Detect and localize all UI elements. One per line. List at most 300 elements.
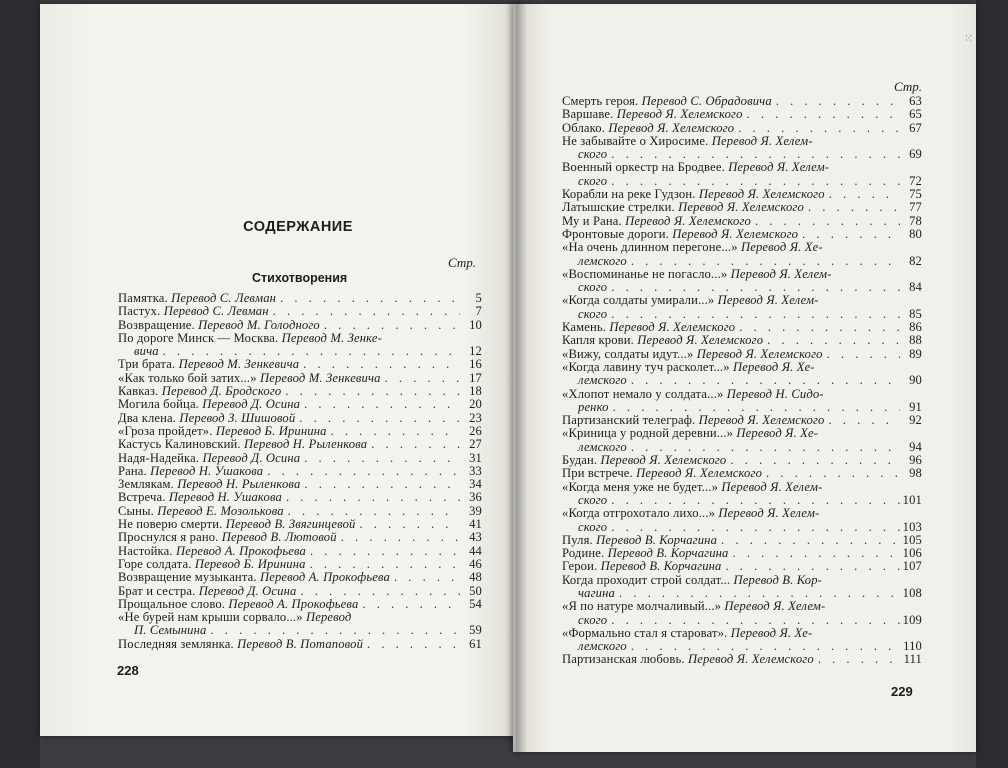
toc-entry	[118, 319, 482, 332]
entry-translator-cont: ского	[578, 147, 608, 162]
entry-title: Не поверю смерти.	[118, 517, 223, 532]
entry-translator: Перевод З. Шишовой	[179, 410, 296, 425]
entry-title: По дороге Минск — Москва.	[118, 330, 279, 345]
entry-page: 108	[902, 585, 922, 600]
entry-page: 34	[469, 477, 482, 492]
entry-title: Родине.	[562, 546, 605, 561]
entry-page: 67	[909, 120, 922, 135]
entry-translator-cont: ского	[578, 612, 608, 627]
entry-title: Надя-Надейка.	[118, 450, 200, 465]
entry-page: 63	[909, 94, 922, 108]
page-column-label-right: Стр.	[894, 79, 922, 94]
entry-title: Памятка.	[118, 291, 168, 305]
entry-translator-cont: лемского	[578, 253, 627, 268]
entry-title: Фронтовые дороги.	[562, 226, 669, 241]
entry-page: 92	[909, 413, 922, 428]
entry-title: Три брата.	[118, 357, 176, 372]
leader-dots	[300, 452, 460, 465]
leader-dots	[627, 441, 900, 454]
entry-page: 80	[909, 226, 922, 241]
leader-dots	[269, 305, 460, 318]
entry-page: 10	[469, 317, 482, 332]
leader-dots	[607, 521, 900, 534]
leader-dots	[306, 545, 460, 558]
entry-page: 23	[469, 410, 482, 425]
leader-dots	[300, 398, 460, 411]
entry-translator-cont: лемского	[578, 373, 627, 388]
entry-translator: Перевод В. Корчагина	[596, 532, 718, 547]
entry-translator: Перевод С. Обрадовича	[641, 94, 772, 108]
leader-dots	[306, 558, 460, 571]
entry-translator: Перевод В. Кор-	[733, 572, 822, 587]
entry-page: 54	[469, 596, 482, 611]
entry-translator-cont: ского	[578, 280, 608, 295]
toc-entry	[118, 478, 482, 491]
entry-translator: Перевод Я. Хелемского	[678, 200, 804, 215]
entry-translator: Перевод В. Корчагина	[600, 559, 722, 574]
entry-translator: Перевод Я. Хелемского	[696, 346, 823, 361]
entry-translator: Перевод Д. Осина	[198, 583, 297, 598]
entry-translator: Перевод М. Зенкевича	[178, 357, 300, 372]
toc-entry	[118, 425, 482, 438]
entry-title: Военный оркестр на Бродвее.	[562, 160, 725, 175]
toc-entry	[118, 412, 482, 425]
leader-dots	[607, 494, 900, 507]
entry-title: «Формально стал я староват».	[562, 625, 728, 640]
leader-dots	[282, 491, 460, 504]
entry-translator: Перевод Я. Хе-	[732, 359, 815, 374]
leader-dots	[281, 385, 460, 398]
toc-entry	[562, 122, 922, 135]
entry-translator-cont: вича	[134, 344, 159, 359]
entry-page: 50	[469, 583, 482, 598]
toc-entry	[562, 467, 922, 480]
book-gutter	[505, 4, 527, 752]
toc-entry	[562, 627, 922, 654]
leader-dots	[284, 505, 460, 518]
leader-dots	[627, 640, 900, 653]
entry-title: Камень.	[562, 320, 607, 335]
page-number-left: 228	[117, 663, 139, 678]
toc-entry	[562, 560, 922, 573]
entry-translator: Перевод Я. Хелемского	[637, 333, 764, 348]
leader-dots	[735, 321, 900, 334]
toc-entry	[118, 505, 482, 518]
entry-page: 18	[469, 384, 482, 399]
entry-title: Два клена.	[118, 410, 177, 425]
entry-page: 89	[909, 346, 922, 361]
leader-dots	[358, 598, 460, 611]
entry-title: Герои.	[562, 559, 598, 574]
entry-page: 48	[469, 570, 482, 585]
binding-mark-icon: ⁙	[964, 33, 974, 45]
entry-page: 88	[909, 333, 922, 348]
entry-translator: Перевод А. Прокофьева	[228, 596, 359, 611]
entry-page: 27	[469, 437, 482, 452]
leader-dots	[726, 454, 900, 467]
leader-dots	[762, 467, 900, 480]
toc-entry	[118, 518, 482, 531]
entry-page: 43	[469, 530, 482, 545]
toc-entry	[118, 372, 482, 385]
toc-entry	[118, 531, 482, 544]
entry-page: 103	[902, 519, 922, 534]
entry-translator: Перевод Н. Рыленкова	[244, 437, 368, 452]
toc-entry	[562, 574, 922, 601]
entry-title: Землякам.	[118, 477, 174, 492]
entry-translator: Перевод Я. Хелем-	[711, 133, 813, 148]
leader-dots	[615, 587, 900, 600]
book-cover-edge-left	[0, 0, 40, 768]
entry-page: 90	[909, 373, 922, 388]
entry-title: Кавказ.	[118, 384, 159, 399]
entry-title: «Гроза пройдет».	[118, 423, 213, 438]
leader-dots	[363, 638, 460, 651]
toc-entry	[562, 388, 922, 415]
entry-translator: Перевод Я. Хелемского	[698, 413, 825, 428]
toc-entry	[562, 241, 922, 268]
leader-dots	[381, 372, 460, 385]
entry-page: 69	[909, 147, 922, 162]
leader-dots	[367, 438, 460, 451]
entry-translator: Перевод М. Зенке-	[281, 330, 382, 345]
leader-dots	[772, 95, 900, 108]
entry-page: 46	[469, 556, 482, 571]
leader-dots	[609, 401, 900, 414]
entry-page: 106	[902, 546, 922, 561]
leader-dots	[743, 108, 900, 121]
entry-title: «Когда солдаты умирали...»	[562, 293, 715, 308]
entry-translator: Перевод Я. Хелем-	[721, 479, 823, 494]
entry-page: 59	[469, 623, 482, 638]
entry-page: 110	[903, 639, 922, 654]
page-column-label-left: Стр.	[448, 255, 476, 270]
toc-entry	[562, 348, 922, 361]
entry-translator-cont: лемского	[578, 439, 627, 454]
leader-dots	[320, 319, 460, 332]
entry-title: Горе солдата.	[118, 556, 192, 571]
toc-entry	[562, 215, 922, 228]
entry-translator: Перевод Я. Хе-	[741, 240, 823, 255]
leader-dots	[722, 560, 901, 573]
entry-title: «Криница у родной деревни...»	[562, 426, 734, 441]
entry-translator: Перевод Я. Хе-	[736, 426, 819, 441]
entry-translator: Перевод Я. Хелем-	[728, 160, 830, 175]
leader-dots	[607, 614, 900, 627]
entry-translator-cont: лемского	[578, 639, 627, 654]
leader-dots	[814, 653, 900, 666]
leader-dots	[299, 358, 460, 371]
entry-translator-cont: ского	[578, 492, 608, 507]
entry-title: При встрече.	[562, 466, 633, 481]
entry-title: Встреча.	[118, 490, 166, 505]
entry-page: 41	[469, 517, 482, 532]
leader-dots	[823, 348, 900, 361]
entry-title: Будан.	[562, 453, 598, 468]
toc-entry	[562, 161, 922, 188]
entry-translator: Перевод Я. Хе-	[730, 625, 813, 640]
leader-dots	[763, 334, 900, 347]
entry-title: Брат и сестра.	[118, 583, 196, 598]
entry-translator: Перевод Я. Хелемского	[625, 213, 751, 228]
entry-page: 85	[909, 306, 922, 321]
toc-entry	[118, 292, 482, 305]
entry-translator: Перевод Я. Хелемского	[608, 120, 735, 135]
leader-dots	[607, 308, 900, 321]
page-number-right: 229	[891, 684, 913, 699]
entry-title: Му и Рана.	[562, 213, 622, 228]
toc-entry	[118, 545, 482, 558]
entry-title: «Когда меня уже не будет...»	[562, 479, 719, 494]
entry-translator: Перевод Д. Осина	[202, 397, 301, 412]
toc-entry	[562, 507, 922, 534]
leader-dots	[607, 148, 900, 161]
toc-entry	[562, 361, 922, 388]
entry-translator: Перевод Я. Хелемского	[616, 107, 743, 122]
toc-entry	[562, 334, 922, 347]
section-heading: Стихотворения	[252, 271, 348, 285]
entry-translator: Перевод Н. Рыленкова	[177, 477, 301, 492]
entry-translator-cont: чагина	[578, 585, 615, 600]
entry-page: 84	[909, 280, 922, 295]
entry-title: Настойка.	[118, 543, 173, 558]
entry-page: 17	[469, 370, 482, 385]
entry-title: Рана.	[118, 463, 147, 478]
entry-page: 82	[909, 253, 922, 268]
entry-translator: Перевод В. Звягинцевой	[225, 517, 356, 532]
entry-translator-cont: ского	[578, 519, 608, 534]
toc-entry	[118, 398, 482, 411]
entry-translator: Перевод Я. Хелемского	[687, 652, 814, 667]
toc-entry	[118, 611, 482, 638]
entry-translator: Перевод Я. Хелемского	[609, 320, 736, 335]
entry-title: «Я по натуре молчаливый...»	[562, 599, 722, 614]
entry-translator: Перевод Н. Ушакова	[168, 490, 282, 505]
toc-entry	[562, 414, 922, 427]
toc-entry	[118, 452, 482, 465]
entry-title: Могила бойца.	[118, 397, 199, 412]
entry-translator: Перевод Д. Осина	[202, 450, 301, 465]
toc-entry	[562, 108, 922, 121]
entry-page: 91	[909, 399, 922, 414]
toc-entry	[562, 653, 922, 666]
toc-entry	[118, 305, 482, 318]
entry-title: «Хлопот немало у солдата...»	[562, 386, 724, 401]
entry-translator: Перевод Я. Хелемского	[636, 466, 763, 481]
leader-dots	[300, 478, 460, 491]
entry-translator: Перевод А. Прокофьева	[175, 543, 306, 558]
toc-entry	[562, 95, 922, 108]
entry-translator: Перевод Б. Иринина	[215, 423, 327, 438]
entry-translator: Перевод В. Корчагина	[607, 546, 729, 561]
entry-translator: Перевод Е. Мозолькова	[157, 503, 284, 518]
entry-page: 75	[909, 187, 922, 202]
entry-title: Облако.	[562, 120, 606, 135]
toc-entry	[118, 585, 482, 598]
entry-title: Пуля.	[562, 532, 593, 547]
entry-page: 5	[475, 291, 482, 305]
toc-entry	[562, 228, 922, 241]
leader-dots	[804, 201, 900, 214]
entry-page: 61	[469, 636, 482, 651]
entry-title: Латышские стрелки.	[562, 200, 675, 215]
book-cover-edge-right	[976, 0, 1008, 768]
toc-entry	[562, 427, 922, 454]
toc-entry	[118, 332, 482, 359]
entry-page: 72	[909, 173, 922, 188]
entry-title: Кастусь Калиновский.	[118, 437, 241, 452]
entry-title: «Не бурей нам крыши сорвало...»	[118, 610, 303, 625]
entry-page: 33	[469, 463, 482, 478]
toc-entry	[562, 534, 922, 547]
entry-page: 111	[903, 652, 922, 667]
leader-dots	[627, 374, 900, 387]
entry-page: 107	[902, 559, 922, 574]
entry-translator-cont: П. Семынина	[134, 623, 207, 638]
entry-translator: Перевод С. Левман	[163, 304, 269, 319]
toc-entry	[562, 321, 922, 334]
toc-entry	[562, 454, 922, 467]
toc-entry	[562, 547, 922, 560]
leader-dots	[276, 292, 460, 305]
entry-translator: Перевод Я. Хелем-	[718, 506, 820, 521]
entry-page: 12	[469, 344, 482, 359]
entry-page: 77	[909, 200, 922, 215]
entry-title: Возвращение.	[118, 317, 195, 332]
entry-translator: Перевод М. Зенкевича	[259, 370, 381, 385]
toc-entry	[118, 598, 482, 611]
toc-entry	[562, 600, 922, 627]
entry-title: Проснулся я рано.	[118, 530, 219, 545]
toc-entry	[562, 201, 922, 214]
toc-entry	[118, 358, 482, 371]
entry-translator: Перевод Н. Сидо-	[726, 386, 824, 401]
toc-list-left	[118, 292, 482, 651]
toc-entry	[118, 491, 482, 504]
entry-title: Партизанская любовь.	[562, 652, 685, 667]
entry-page: 78	[909, 213, 922, 228]
leader-dots	[751, 215, 900, 228]
entry-translator: Перевод М. Голодного	[198, 317, 320, 332]
entry-translator: Перевод Я. Хелемского	[672, 226, 799, 241]
leader-dots	[296, 585, 460, 598]
entry-page: 98	[909, 466, 922, 481]
entry-title: «Когда лавину туч расколет...»	[562, 359, 730, 374]
entry-page: 26	[469, 423, 482, 438]
toc-list-right	[562, 95, 922, 667]
toc-entry	[118, 438, 482, 451]
toc-entry	[118, 385, 482, 398]
entry-page: 36	[469, 490, 482, 505]
entry-page: 65	[909, 107, 922, 122]
toc-entry	[562, 135, 922, 162]
entry-title: Капля крови.	[562, 333, 634, 348]
entry-title: «Воспоминанье не погасло...»	[562, 266, 728, 281]
entry-title: «Как только бой затих...»	[118, 370, 257, 385]
leader-dots	[729, 547, 900, 560]
leader-dots	[295, 412, 460, 425]
entry-translator: Перевод А. Прокофьева	[259, 570, 390, 585]
leader-dots	[607, 175, 900, 188]
entry-title: Возвращение музыканта.	[118, 570, 257, 585]
entry-title: Пастух.	[118, 304, 161, 319]
entry-translator: Перевод Я. Хелемского	[698, 187, 825, 202]
entry-title: Прощальное слово.	[118, 596, 226, 611]
leader-dots	[607, 281, 900, 294]
entry-title: Сыны.	[118, 503, 154, 518]
entry-page: 94	[909, 439, 922, 454]
entry-page: 31	[469, 450, 482, 465]
entry-translator: Перевод Я. Хелем-	[717, 293, 819, 308]
entry-title: Корабли на реке Гудзон.	[562, 187, 696, 202]
entry-translator: Перевод В. Лютовой	[221, 530, 337, 545]
entry-title: Последняя землянка.	[118, 636, 234, 651]
entry-translator: Перевод Я. Хелем-	[724, 599, 826, 614]
entry-translator: Перевод	[306, 610, 352, 625]
leader-dots	[159, 345, 460, 358]
leader-dots	[734, 122, 900, 135]
entry-translator: Перевод Я. Хелемского	[600, 453, 727, 468]
entry-page: 44	[469, 543, 482, 558]
entry-translator-cont: ренко	[578, 399, 609, 414]
leader-dots	[798, 228, 900, 241]
entry-title: Когда проходит строй солдат...	[562, 572, 731, 587]
entry-page: 101	[902, 492, 922, 507]
toc-entry	[562, 481, 922, 508]
entry-title: Варшаве.	[562, 107, 614, 122]
entry-page: 105	[902, 532, 922, 547]
entry-translator: Перевод С. Левман	[171, 291, 277, 305]
leader-dots	[825, 188, 900, 201]
leader-dots	[356, 518, 461, 531]
entry-title: «Вижу, солдаты идут...»	[562, 346, 694, 361]
toc-entry	[118, 465, 482, 478]
entry-translator: Перевод Я. Хелем-	[730, 266, 832, 281]
leader-dots	[627, 255, 900, 268]
toc-entry	[562, 294, 922, 321]
entry-page: 109	[902, 612, 922, 627]
leader-dots	[337, 531, 460, 544]
entry-page: 20	[469, 397, 482, 412]
entry-translator: Перевод В. Потаповой	[237, 636, 364, 651]
contents-title: СОДЕРЖАНИЕ	[243, 219, 353, 235]
entry-page: 7	[475, 304, 482, 319]
entry-page: 86	[909, 320, 922, 335]
entry-translator-cont: ского	[578, 173, 608, 188]
entry-page: 96	[909, 453, 922, 468]
toc-entry	[118, 571, 482, 584]
toc-entry	[562, 268, 922, 295]
entry-title: «Когда отгрохотало лихо...»	[562, 506, 716, 521]
entry-translator: Перевод Д. Бродского	[161, 384, 282, 399]
entry-title: Не забывайте о Хиросиме.	[562, 133, 709, 148]
leader-dots	[206, 624, 460, 637]
leader-dots	[390, 571, 460, 584]
leader-dots	[263, 465, 460, 478]
entry-translator: Перевод Б. Иринина	[194, 556, 306, 571]
toc-entry	[118, 638, 482, 651]
entry-page: 39	[469, 503, 482, 518]
entry-translator: Перевод Н. Ушакова	[150, 463, 264, 478]
leader-dots	[824, 414, 900, 427]
toc-entry	[562, 188, 922, 201]
entry-page: 16	[469, 357, 482, 372]
entry-title: Партизанский телеграф.	[562, 413, 696, 428]
entry-title: Смерть героя.	[562, 94, 639, 108]
entry-translator-cont: ского	[578, 306, 608, 321]
leader-dots	[717, 534, 900, 547]
leader-dots	[327, 425, 460, 438]
